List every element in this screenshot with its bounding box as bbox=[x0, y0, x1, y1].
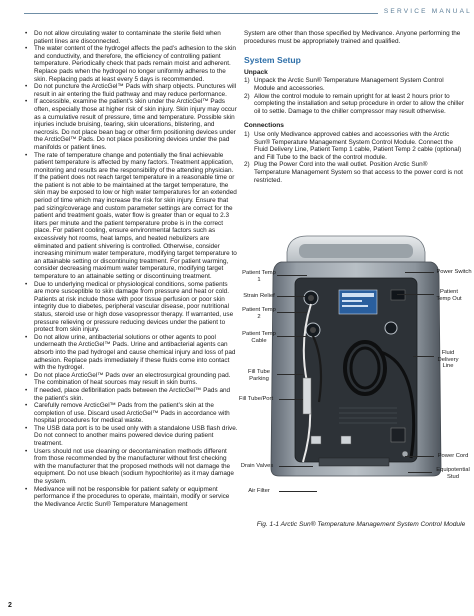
list-item: • The rate of temperature change and potentially the final achievable patient temperature is affected by many factors. Treatment application, monitoring and results are the responsibility of the attending physician. If the patient does not reach target temperature in a reasonable time or the patient is not able to be maintained at the target temperature, the skin may be exposed to low or high water temperatures for an extended period of time which may increase the risk for skin injury. Ensure that pad sizing/coverage and custom parameter settings are correct for the patient and treatment goals, water flow is greater than or equal to 2.3 liters per minute and the patient temperature probe is in the correct place. For patient cooling, ensure environmental factors such as excessively hot rooms, heat lamps, and heated nebulizers are eliminated and patient shivering is controlled. Otherwise, consider increasing minimum water temperature, modifying target temperature to an attainable setting or discontinuing treatment. For patient warming, consider decreasing maximum water temperature, modifying target temperature to an attainable setting or discontinuing treatment. bbox=[20, 152, 238, 281]
step-item bbox=[244, 131, 464, 161]
list-item: • The water content of the hydrogel affects the pad’s adhesion to the skin and conductivity, and therefore, the efficiency of controlling patient temperature. Periodically check that pads remain moist and adherent. Replace pads when the hydrogel no longer uniformly adheres to the skin. Replacing pads at least every 5 days is recommended. bbox=[20, 45, 238, 83]
step-text: Unpack the Arctic Sun® Temperature Management System Control Module and accessories. bbox=[254, 77, 444, 92]
label-strain-relief: Strain Relief bbox=[243, 293, 275, 299]
continued-text: System are other than those specified by Medivance. Anyone performing the procedures must be appropriately trained and qualified. bbox=[244, 30, 461, 45]
list-item: • Medivance will not be responsible for patient safety or equipment performance if the procedures to operate, maintain, modify or service the Medivance Arctic Sun® Temperature Management bbox=[20, 486, 238, 509]
step-text: Use only Medivance approved cables and accessories with the Arctic Sun® Temperature Management System Control Module. Connect the Fluid Delivery Line, Patient Temp 1 cable, Patient Temp 2 cable (optional) and Fill Tube to the back of the control module. bbox=[254, 130, 462, 161]
label-patient-temp-out: Patient Temp Out bbox=[436, 289, 462, 302]
unpack-steps bbox=[244, 77, 464, 115]
page-header bbox=[24, 8, 472, 20]
leader-line bbox=[277, 374, 303, 375]
label-fill-tube-parking: Fill Tube Parking bbox=[248, 369, 270, 382]
step-number: 2) bbox=[244, 161, 250, 169]
leader-line bbox=[279, 399, 303, 400]
figure-caption: Fig. 1-1 Arctic Sun® Temperature Management System Control Module bbox=[256, 521, 466, 528]
page-number: 2 bbox=[8, 602, 12, 609]
list-item: • Do not place ArcticGel™ Pads over an electrosurgical grounding pad. The combination of heat sources may result in skin burns. bbox=[20, 372, 238, 387]
connections-steps bbox=[244, 131, 464, 184]
connections-title: Connections bbox=[244, 122, 284, 130]
step-number: 1) bbox=[244, 77, 250, 85]
step-text: Plug the Power Cord into the wall outlet. Position Arctic Sun® Temperature Management System so that access to the power cord is not restricted. bbox=[254, 161, 463, 184]
label-patient-temp-1: Patient Temp 1 bbox=[242, 270, 276, 283]
leader-line bbox=[279, 466, 313, 467]
leader-line bbox=[413, 356, 434, 357]
section-title: System Setup bbox=[244, 55, 301, 66]
list-item: • Do not allow circulating water to contaminate the sterile field when patient lines are disconnected. bbox=[20, 30, 238, 45]
right-column bbox=[244, 30, 464, 191]
label-power-switch: Power Switch bbox=[436, 269, 472, 275]
leader-line bbox=[277, 275, 307, 276]
list-item: • Do not puncture the ArcticGel™ Pads with sharp objects. Punctures will result in air entering the fluid pathway and may reduce performance. bbox=[20, 83, 238, 98]
label-equipotential-stud: Equipotential Stud bbox=[436, 467, 470, 480]
label-fluid-delivery-line: Fluid Delivery Line bbox=[437, 350, 459, 370]
list-item: • Carefully remove ArcticGel™ Pads from the patient’s skin at the completion of use. Discard used ArcticGel™ Pads in accordance with hospital procedures for medical waste. bbox=[20, 402, 238, 425]
leader-line bbox=[405, 272, 434, 273]
list-item: • Do not allow urine, antibacterial solutions or other agents to pool underneath the ArcticGel™ Pads. Urine and antibacterial agents can absorb into the pad hydrogel and cause chemical injury and loss of pad adhesion. Replace pads immediately if these fluids come into contact with the hydrogel. bbox=[20, 334, 238, 372]
step-number: 1) bbox=[244, 130, 250, 138]
step-item bbox=[244, 161, 464, 184]
left-column bbox=[20, 30, 238, 508]
warning-list bbox=[20, 30, 238, 508]
list-item: • If accessible, examine the patient’s skin under the ArcticGel™ Pads often, especially those at higher risk of skin injury. Skin injury may occur as a cumulative result of pressure, time and temperature. Possible skin injuries include bruising, tearing, skin ulcerations, blistering, and necrosis. Do not place bean bag or other firm positioning devices under the ArcticGel™ Pads. Do not place positioning devices under the pad manifolds or patient lines. bbox=[20, 98, 238, 151]
leader-line bbox=[408, 472, 432, 473]
step-number: 2) bbox=[244, 92, 250, 100]
label-fill-tube-port: Fill Tube/Port bbox=[238, 396, 274, 402]
label-patient-temp-2: Patient Temp 2 bbox=[242, 307, 276, 320]
list-item: • If needed, place defibrillation pads between the ArcticGel™ Pads and the patient’s skin. bbox=[20, 387, 238, 402]
leader-line bbox=[277, 336, 307, 337]
header-rule bbox=[24, 13, 378, 14]
list-item: • The USB data port is to be used only with a standalone USB flash drive. Do not connect to another mains powered device during patient treatment. bbox=[20, 425, 238, 448]
leader-line bbox=[397, 294, 434, 295]
step-item bbox=[244, 93, 464, 116]
control-module-figure bbox=[238, 232, 473, 507]
list-item: • Users should not use cleaning or decontamination methods different from those recommended by the manufacturer without first checking with the manufacturer that the proposed methods will not damage the equipment. Do not use bleach (sodium hypochlorite) as it may damage the system. bbox=[20, 448, 238, 486]
unpack-title: Unpack bbox=[244, 68, 268, 76]
list-item: • Due to underlying medical or physiological conditions, some patients are more susceptible to skin damage from pressure and heat or cold. Patients at risk include those with poor tissue perfusion or poor skin integrity due to diabetes, peripheral vascular disease, poor nutritional status, steroid use or high dose vasopressor therapy. If warranted, use pressure relieving or pressure reducing devices under the patient to protect from skin injury. bbox=[20, 281, 238, 334]
label-air-filter: Air Filter bbox=[248, 488, 270, 494]
leader-line bbox=[405, 456, 434, 457]
label-drain-valves: Drain Valves bbox=[240, 463, 274, 469]
leader-line bbox=[277, 296, 305, 297]
label-patient-temp-cable: Patient Temp Cable bbox=[242, 331, 276, 344]
label-power-cord: Power Cord bbox=[437, 453, 469, 459]
step-item bbox=[244, 77, 464, 92]
step-text: Allow the control module to remain upright for at least 2 hours prior to completing the installation and setup procedure in order to allow the chiller oil to settle. Damage to the chiller compressor may result otherwise. bbox=[254, 92, 464, 115]
leader-line bbox=[279, 491, 317, 492]
leader-line bbox=[277, 312, 307, 313]
header-title: SERVICE MANUAL bbox=[383, 8, 472, 15]
